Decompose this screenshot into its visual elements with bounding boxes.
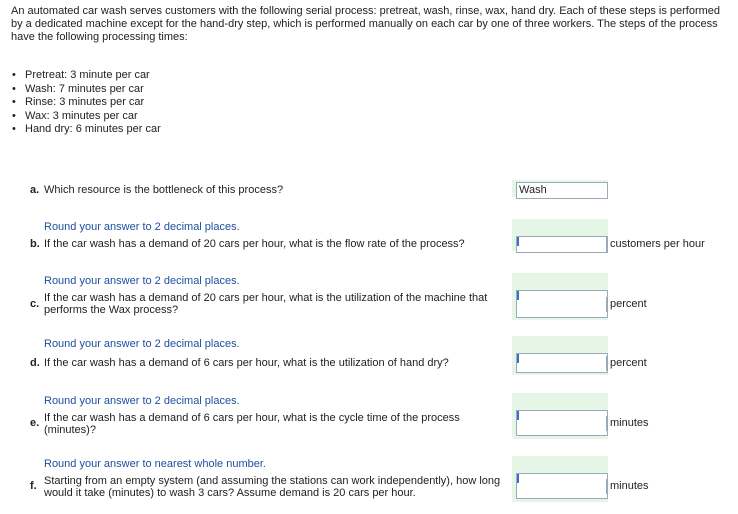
input-cursor: [517, 474, 519, 483]
bullet-icon: •: [12, 109, 16, 122]
question-text: If the car wash has a demand of 6 cars per hour, what is the cycle time of the process (minutes)?: [44, 412, 460, 436]
rounding-hint: Round your answer to 2 decimal places.: [44, 338, 240, 350]
answer-input-e[interactable]: [516, 410, 608, 436]
processing-times-list: [11, 69, 161, 137]
input-cursor: [517, 237, 519, 246]
input-cursor: [517, 411, 519, 420]
question-text: Starting from an empty system (and assuming the stations can work independently), how long would it take (minutes) to wash 3 cars? Assume demand is 20 cars per hour.: [44, 475, 501, 499]
bullet-icon: •: [12, 123, 16, 135]
input-cursor: [517, 354, 519, 363]
rounding-hint: Round your answer to nearest whole number.: [44, 458, 266, 470]
list-item: • Pretreat: 3 minute per car: [12, 69, 150, 81]
question-letter: d.: [30, 357, 40, 369]
unit-label: minutes: [606, 479, 649, 494]
unit-label: percent: [606, 297, 647, 312]
bullet-icon: •: [12, 69, 16, 81]
unit-label: customers per hour: [606, 237, 705, 252]
list-item: • Wax: 3 minutes per car: [12, 109, 138, 122]
list-item: • Hand dry: 6 minutes per car: [12, 123, 161, 135]
answer-input-c[interactable]: [516, 290, 608, 318]
question-letter: f.: [30, 480, 37, 492]
unit-label: minutes: [606, 416, 649, 431]
question-letter: c.: [30, 298, 40, 310]
question-text: If the car wash has a demand of 20 cars per hour, what is the flow rate of the process?: [44, 238, 465, 250]
question-text: If the car wash has a demand of 20 cars per hour, what is the utilization of the machine that performs the Wax process?: [44, 292, 488, 316]
question-letter: a.: [30, 184, 40, 196]
list-item: • Rinse: 3 minutes per car: [12, 96, 145, 108]
question-letter: e.: [30, 417, 40, 429]
input-cursor: [517, 291, 519, 300]
answer-input-a[interactable]: Wash: [516, 182, 608, 199]
rounding-hint: Round your answer to 2 decimal places.: [44, 221, 240, 233]
question-text: If the car wash has a demand of 6 cars per hour, what is the utilization of hand dry?: [44, 357, 449, 369]
bullet-icon: •: [12, 82, 16, 95]
bullet-icon: •: [12, 96, 16, 108]
problem-intro: An automated car wash serves customers with the following serial process: pretreat, wash, rinse, wax, hand dry. Each of these steps is performed by a dedicated machine except for the hand-dry step, which is performed manually on each car by one of three workers. The steps of the process have the following processing times:: [11, 5, 721, 43]
unit-label: percent: [606, 356, 647, 371]
rounding-hint: Round your answer to 2 decimal places.: [44, 275, 240, 287]
list-item: • Wash: 7 minutes per car: [12, 82, 144, 95]
answer-input-d[interactable]: [516, 353, 608, 373]
rounding-hint: Round your answer to 2 decimal places.: [44, 395, 240, 407]
question-text: Which resource is the bottleneck of this process?: [44, 184, 284, 196]
answer-input-b[interactable]: [516, 236, 608, 253]
answer-input-f[interactable]: [516, 473, 608, 499]
question-letter: b.: [30, 238, 40, 250]
